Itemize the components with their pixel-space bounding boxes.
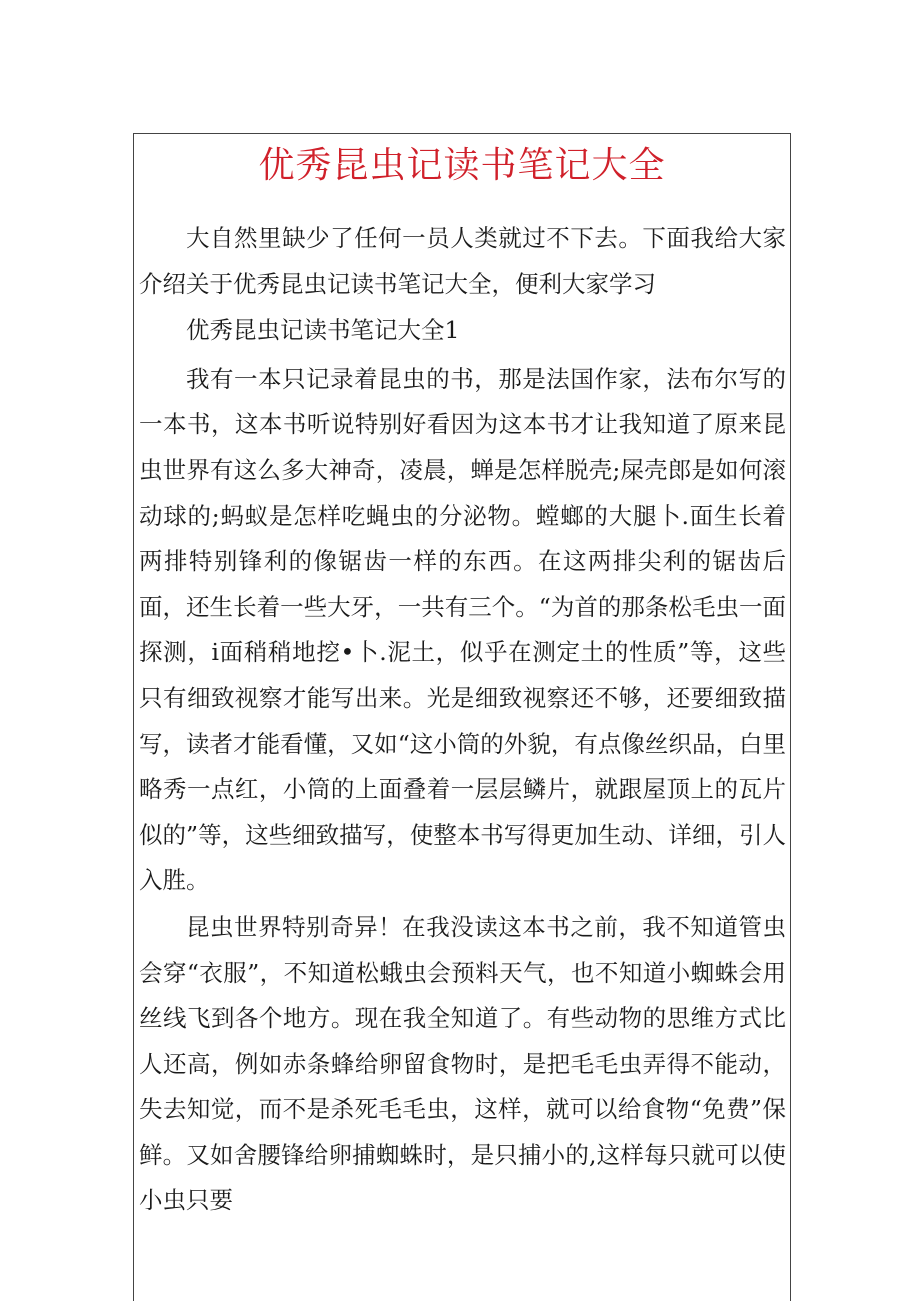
- body-paragraph: 我有一本只记录着昆虫的书，那是法国作家，法布尔写的一本书，这本书听说特别好看因为这本书才让我知道了原来昆虫世界有这么多大神奇，凌晨，蝉是怎样脱壳;屎壳郎是如何滚动球的;蚂蚁是怎样吃蝇虫的分泌物。螳螂的大腿卜.面生长着两排特别锋利的像锯齿一样的东西。在这两排尖利的锯齿后面，还生长着一些大牙，一共有三个。“为首的那条松毛虫一面探测，i面稍稍地挖•卜.泥土，似乎在测定土的性质”等，这些只有细致视察才能写出来。光是细致视察还不够，还要细致描写，读者才能看懂，又如“这小筒的外貌，有点像丝织品，白里略秀一点红，小筒的上面叠着一层层鳞片，就跟屋顶上的瓦片似的”等，这些细致描写，使整本书写得更加生动、详细，引人入胜。: [139, 364, 786, 895]
- body-paragraph: 昆虫世界特别奇异！在我没读这本书之前，我不知道管虫会穿“衣服”，不知道松蛾虫会预料天气，也不知道小蜘蛛会用丝线飞到各个地方。现在我全知道了。有些动物的思维方式比人还高，例如赤条蜂给卵留食物时，是把毛毛虫弄得不能动，失去知觉，而不是杀死毛毛虫，这样，就可以给食物“免费”保鲜。又如舍腰锋给卵捕蜘蛛时，是只捕小的,这样每只就可以使小虫只要: [139, 912, 786, 1215]
- document-title: 优秀昆虫记读书笔记大全: [258, 145, 666, 186]
- section-heading: 优秀昆虫记读书笔记大全1: [186, 316, 460, 345]
- document-page: [133, 133, 791, 1301]
- document-body: [139, 216, 786, 1225]
- intro-paragraph: 大自然里缺少了任何一员人类就过不下去。下面我给大家介绍关于优秀昆虫记读书笔记大全，便利大家学习: [139, 224, 786, 298]
